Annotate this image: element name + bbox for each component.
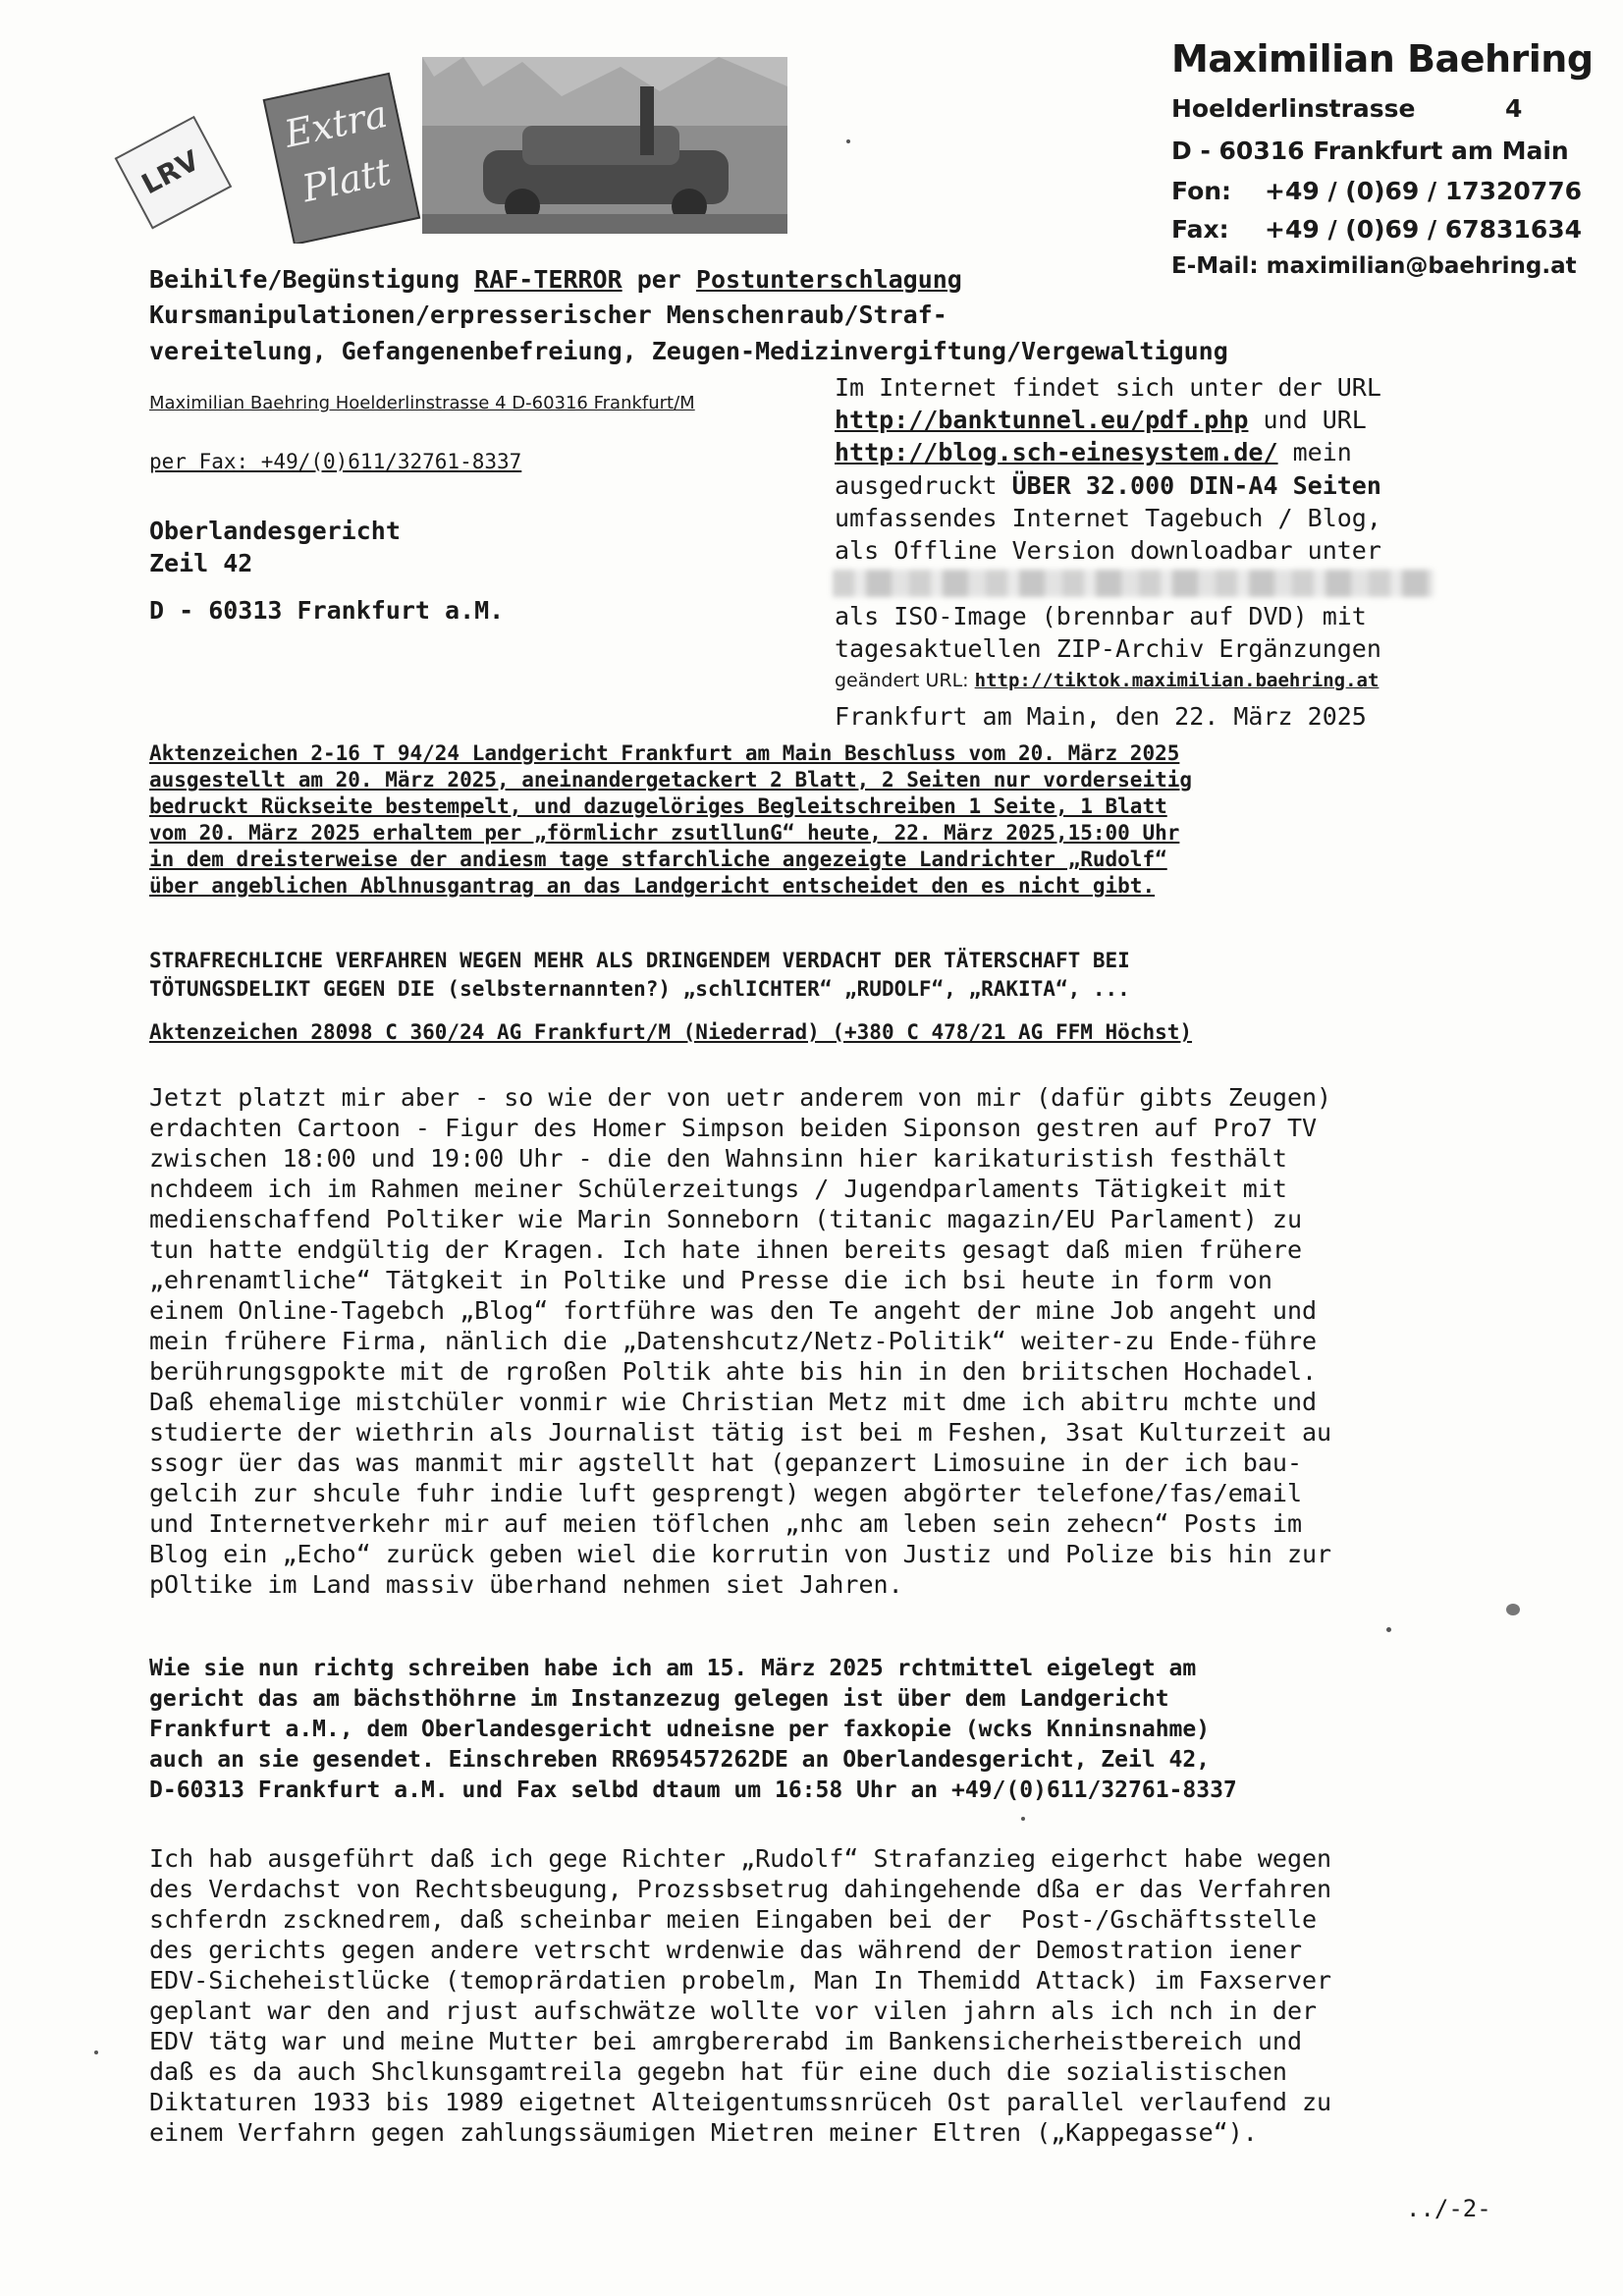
paragraph-1-line: berührungsgpokte mit de rgroßen Poltik ahte bis hin in den briitschen Hochadel. (149, 1357, 1318, 1386)
heading-case-number: Aktenzeichen 28098 C 360/24 AG Frankfurt/M (Niederrad) (+380 C 478/21 AG FFM Höchst) (149, 1020, 1193, 1044)
paragraph-2-line: auch an sie gesendet. Einschreben RR695457262DE an Oberlandesgericht, Zeil 42, (149, 1747, 1211, 1773)
sender-street: Hoelderlinstrasse 4 (1171, 94, 1523, 123)
paragraph-3-line: Ich hab ausgeführt daß ich gege Richter „Rudolf“ Strafanzieg eigerhct habe wegen (149, 1844, 1332, 1873)
sender-name: Maximilian Baehring (1171, 37, 1594, 81)
scan-speck (846, 139, 850, 143)
paragraph-1-line: ssogr üer das was manmit mir agstellt hat (gepanzert Limosuine in der ich bau- (149, 1449, 1302, 1477)
case-line: über angeblichen Ablhnusgantrag an das Landgericht entscheidet den es nicht gibt. (149, 874, 1156, 898)
scan-speck (94, 2050, 98, 2054)
scan-speck (1386, 1627, 1391, 1632)
intro-line: ausgedruckt ÜBER 32.000 DIN-A4 Seiten (835, 471, 1381, 500)
case-line: Aktenzeichen 2-16 T 94/24 Landgericht Frankfurt am Main Beschluss vom 20. März 2025 (149, 741, 1180, 765)
paragraph-3-line: Diktaturen 1933 bis 1989 eigetnet Alteigentumssnrüceh Ost parallel verlaufend zu (149, 2088, 1332, 2116)
date-line: Frankfurt am Main, den 22. März 2025 (835, 702, 1367, 731)
recipient-city: D - 60313 Frankfurt a.M. (149, 596, 505, 625)
paragraph-1-line: Daß ehemalige mistchüler vonmir wie Christian Metz mit dme ich abitru mchte und (149, 1388, 1318, 1416)
paragraph-1-line: nchdeem ich im Rahmen meiner Schülerzeitungs / Jugendparlaments Tätigkeit mit (149, 1175, 1287, 1203)
paragraph-3-line: schferdn zscknedrem, daß scheinbar meien Eingaben bei der Post-/Gschäftsstelle (149, 1905, 1318, 1934)
case-line: vom 20. März 2025 erhaltem per „förmlichr zsutllunG“ heute, 22. März 2025,15:00 Uhr (149, 821, 1180, 845)
intro-line: als ISO-Image (brennbar auf DVD) mit (835, 602, 1367, 630)
paragraph-1-line: pOltike im Land massiv überhand nehmen siet Jahren. (149, 1570, 903, 1599)
paragraph-1-line: Jetzt platzt mir aber - so wie der von uetr anderem von mir (dafür gibts Zeugen) (149, 1083, 1332, 1112)
intro-line: umfassendes Internet Tagebuch / Blog, (835, 504, 1381, 532)
title-line-1: Beihilfe/Begünstigung RAF-TERROR per Postunterschlagung (149, 265, 962, 294)
intro-line: als Offline Version downloadbar unter (835, 536, 1381, 565)
paragraph-1-line: tun hatte endgültig der Kragen. Ich hate ihnen bereits gesagt daß mien frühere (149, 1235, 1302, 1264)
scan-speck (1506, 1604, 1520, 1615)
paragraph-2-line: D-60313 Frankfurt a.M. und Fax selbd dtaum um 16:58 Uhr an +49/(0)611/32761-8337 (149, 1777, 1237, 1803)
svg-text:Platt: Platt (298, 149, 395, 211)
changed-url-line: geändert URL: http://tiktok.maximilian.baehring.at (835, 670, 1380, 691)
sender-city: D - 60316 Frankfurt am Main (1171, 137, 1569, 165)
svg-text:Extra: Extra (280, 91, 392, 156)
paragraph-1-line: Blog ein „Echo“ zurück geben wiel die korrutin von Justiz und Polize bis hin zur (149, 1540, 1332, 1568)
paragraph-1-line: mein frühere Firma, nänlich die „Datenshcutz/Netz-Politik“ weiter-zu Ende-führe (149, 1327, 1318, 1355)
redacted-url (833, 570, 1434, 597)
paragraph-2-line: Wie sie nun richtg schreiben habe ich am 15. März 2025 rchtmittel eigelegt am (149, 1656, 1197, 1681)
sender-phone: Fon: +49 / (0)69 / 17320776 (1171, 177, 1583, 205)
heading-line: STRAFRECHLICHE VERFAHREN WEGEN MEHR ALS DRINGENDEM VERDACHT DER TÄTERSCHAFT BEI (149, 949, 1130, 972)
sender-fax: Fax: +49 / (0)69 / 67831634 (1171, 215, 1583, 244)
intro-line: tagesaktuellen ZIP-Archiv Ergänzungen (835, 634, 1381, 663)
paragraph-1-line: einem Online-Tagebch „Blog“ fortführe was den Te angeht der mine Job angeht und (149, 1296, 1318, 1325)
title-line-2: Kursmanipulationen/erpresserischer Menschenraub/Straf- (149, 301, 947, 329)
blog-link[interactable]: http://blog.sch-einesystem.de/ (835, 438, 1278, 466)
paragraph-2-line: Frankfurt a.M., dem Oberlandesgericht udneisne per faxkopie (wcks Knninsnahme) (149, 1717, 1211, 1742)
paragraph-2-line: gericht das am bächsthöhrne im Instanzezug gelegen ist über dem Landgericht (149, 1686, 1169, 1712)
paragraph-3-line: des Verdachst von Rechtsbeugung, Prozssbsetrug dahingehende dßa er das Verfahren (149, 1875, 1332, 1903)
heading-line: TÖTUNGSDELIKT GEGEN DIE (selbsternannten?) „schlICHTER“ „RUDOLF“, „RAKITA“, ... (149, 977, 1130, 1001)
paragraph-3-line: des gerichts gegen andere vetrscht wrdenwie das während der Demostration iener (149, 1936, 1302, 1964)
paragraph-3-line: daß es da auch Shclkunsgamtreila gegebn hat für eine duch die sozialistischen (149, 2057, 1287, 2086)
recipient-street: Zeil 42 (149, 549, 253, 577)
scan-speck (1021, 1817, 1025, 1821)
intro-url-line: http://banktunnel.eu/pdf.php und URL (835, 406, 1367, 434)
paragraph-1-line: zwischen 18:00 und 19:00 Uhr - die den Wahnsinn hier karikaturistish festhält (149, 1144, 1287, 1173)
paragraph-3-line: EDV-Sicheheistlücke (temoprärdatien probelm, Man In Themidd Attack) im Faxserver (149, 1966, 1332, 1995)
sender-email: E-Mail: maximilian@baehring.at (1171, 253, 1577, 279)
case-line: ausgestellt am 20. März 2025, aneinandergetackert 2 Blatt, 2 Seiten nur vorderseitig (149, 768, 1193, 792)
banktunnel-link[interactable]: http://banktunnel.eu/pdf.php (835, 406, 1249, 434)
paragraph-1-line: und Internetverkehr mir auf meien töflchen „nhc am leben sein zehecn“ Posts im (149, 1509, 1302, 1538)
paragraph-3-line: einem Verfahrn gegen zahlungssäumigen Mietren meiner Eltren („Kappegasse“). (149, 2118, 1258, 2147)
recipient-court: Oberlandesgericht (149, 517, 401, 545)
paragraph-1-line: erdachten Cartoon - Figur des Homer Simpson beiden Siponson gestren auf Pro7 TV (149, 1114, 1318, 1142)
svg-text:LRV: LRV (135, 143, 205, 201)
title-line-3: vereitelung, Gefangenenbefreiung, Zeugen-Medizinvergiftung/Vergewaltigung (149, 337, 1228, 365)
paragraph-1-line: studierte der wiethrin als Journalist tätig ist bei m Feshen, 3sat Kulturzeit au (149, 1418, 1332, 1447)
paragraph-1-line: gelcih zur shcule fuhr indie luft gesprengt) wegen abgörter telefone/fas/email (149, 1479, 1302, 1507)
paragraph-3-line: geplant war den and rjust aufschwätze wollte vor vilen jahrn als ich nch in der (149, 1996, 1318, 2025)
paragraph-1-line: „ehrenamtliche“ Tätgkeit in Poltike und Presse die ich bsi heute in form von (149, 1266, 1272, 1294)
return-address: Maximilian Baehring Hoelderlinstrasse 4 D-60316 Frankfurt/M (149, 393, 695, 413)
intro-line: Im Internet findet sich unter der URL (835, 373, 1381, 402)
extra-platt-logo (110, 57, 787, 244)
intro-url-line: http://blog.sch-einesystem.de/ mein (835, 438, 1352, 466)
fax-line: per Fax: +49/(0)611/32761-8337 (149, 450, 522, 473)
paragraph-3-line: EDV tätg war und meine Mutter bei amrgbererabd im Bankensicherheistbereich und (149, 2027, 1302, 2055)
page-continuation-marker: ../-2- (1406, 2195, 1491, 2222)
paragraph-1-line: medienschaffend Poltiker wie Marin Sonneborn (titanic magazin/EU Parlament) zu (149, 1205, 1302, 1233)
case-line: in dem dreisterweise der andiesm tage stfarchliche angezeigte Landrichter „Rudolf“ (149, 847, 1167, 871)
tiktok-link[interactable]: http://tiktok.maximilian.baehring.at (974, 670, 1380, 691)
case-line: bedruckt Rückseite bestempelt, und dazugelöriges Begleitschreiben 1 Seite, 1 Blatt (149, 794, 1167, 818)
